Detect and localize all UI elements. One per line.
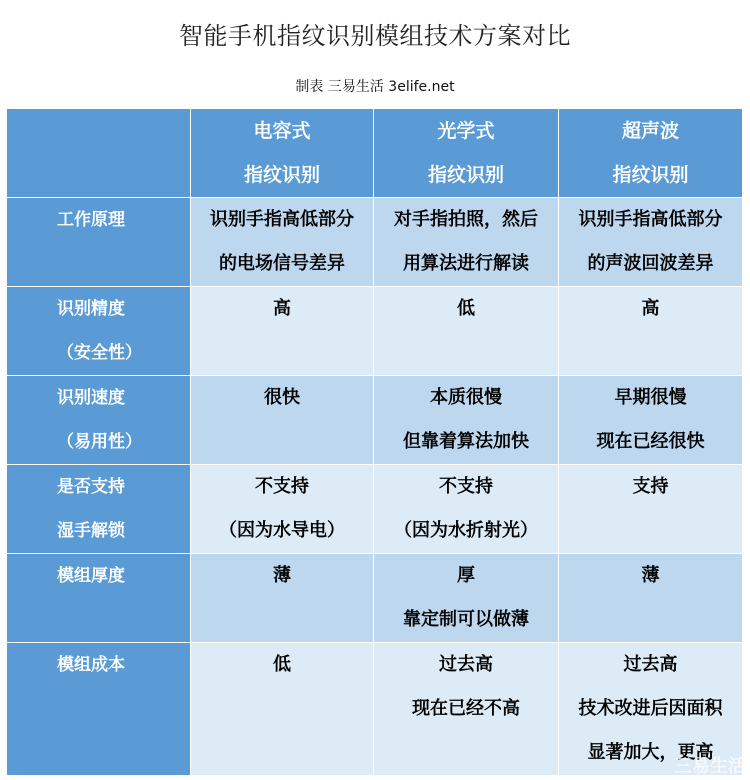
table-row [7, 465, 743, 554]
cell-text: （因为水导电） [219, 520, 345, 541]
table-cell [559, 465, 743, 554]
table-cell [191, 376, 374, 465]
cell-text: 现在已经不高 [412, 698, 520, 719]
row-label-text: （安全性） [57, 343, 142, 363]
header-text: 光学式 [437, 120, 495, 142]
cell-text: （因为水折射光） [394, 520, 538, 541]
table-row [7, 554, 743, 643]
row-label-text: 工作原理 [57, 210, 125, 230]
cell-text: 高 [273, 298, 291, 319]
table-cell [559, 198, 743, 287]
table-cell [191, 465, 374, 554]
cell-text: 对手指拍照，然后 [394, 209, 538, 230]
cell-text: 很快 [264, 387, 300, 408]
header-cell-capacitive [191, 109, 374, 198]
cell-text: 识别手指高低部分 [210, 209, 354, 230]
table-row [7, 198, 743, 287]
row-label-cell [7, 376, 191, 465]
cell-text: 现在已经很快 [596, 431, 705, 452]
table-cell [374, 198, 559, 287]
comparison-table [6, 108, 743, 776]
table-row [7, 643, 743, 776]
cell-text: 薄 [641, 565, 660, 586]
row-label-cell [7, 643, 191, 776]
table-cell [191, 198, 374, 287]
table-cell [559, 554, 743, 643]
cell-text: 薄 [273, 565, 291, 586]
cell-text: 过去高 [623, 654, 678, 675]
table-cell [374, 643, 559, 776]
cell-text: 识别手指高低部分 [578, 209, 723, 230]
cell-text: 过去高 [439, 654, 493, 675]
cell-text: 早期很慢 [614, 387, 687, 408]
cell-text: 靠定制可以做薄 [403, 609, 529, 630]
header-cell-optical [374, 109, 559, 198]
cell-text: 不支持 [255, 476, 309, 497]
cell-text: 用算法进行解读 [403, 253, 529, 274]
table-cell [559, 287, 743, 376]
cell-text: 高 [641, 298, 660, 319]
row-label-text: 模组厚度 [57, 566, 125, 586]
header-cell-ultrasonic [559, 109, 743, 198]
header-text: 指纹识别 [427, 164, 504, 186]
cell-text: 技术改进后因面积 [578, 698, 723, 719]
cell-text: 显著加大，更高 [587, 742, 714, 763]
page-title: 智能手机指纹识别模组技术方案对比 [179, 22, 571, 50]
row-label-text: 湿手解锁 [57, 521, 125, 541]
row-label-text: 识别速度 [57, 388, 125, 408]
cell-text: 低 [457, 298, 475, 319]
table-row [7, 376, 743, 465]
watermark: 三易生活 [674, 756, 746, 777]
header-text: 电容式 [253, 120, 311, 142]
row-label-cell [7, 465, 191, 554]
row-label-text: 模组成本 [57, 655, 125, 675]
header-text: 指纹识别 [243, 164, 320, 186]
row-label-cell [7, 198, 191, 287]
header-text: 超声波 [621, 120, 679, 142]
table-cell [191, 287, 374, 376]
row-label-text: 是否支持 [57, 477, 125, 497]
cell-text: 但靠着算法加快 [403, 431, 529, 452]
cell-text: 厚 [457, 565, 475, 586]
cell-text: 的声波回波差异 [587, 253, 714, 274]
table-cell [374, 554, 559, 643]
table-cell [374, 376, 559, 465]
row-label-text: 识别精度 [57, 299, 125, 319]
table-header-row [7, 109, 743, 198]
header-text: 指纹识别 [612, 164, 689, 186]
table-cell [374, 287, 559, 376]
page-subtitle: 制表 三易生活 3elife.net [295, 79, 455, 95]
cell-text: 支持 [632, 476, 669, 497]
row-label-cell [7, 287, 191, 376]
table-cell [191, 554, 374, 643]
table-cell [559, 376, 743, 465]
row-label-cell [7, 554, 191, 643]
cell-text: 不支持 [439, 476, 493, 497]
header-cell-corner [7, 109, 191, 198]
table-cell [374, 465, 559, 554]
table-cell [191, 643, 374, 776]
row-label-text: （易用性） [57, 432, 142, 452]
cell-text: 本质很慢 [430, 387, 502, 408]
cell-text: 的电场信号差异 [219, 253, 345, 274]
cell-text: 低 [273, 654, 291, 675]
table-row [7, 287, 743, 376]
